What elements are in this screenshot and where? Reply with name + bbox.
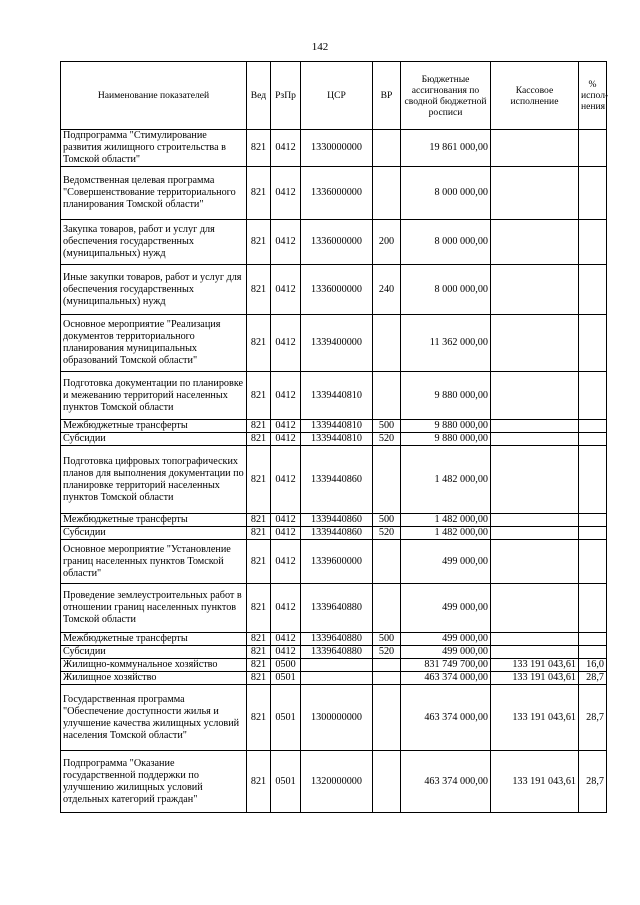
cell-budget: 1 482 000,00 [401, 446, 491, 514]
header-row [61, 62, 607, 130]
cell-csr: 1339600000 [301, 540, 373, 584]
cell-cash [491, 315, 579, 372]
cell-name: Закупка товаров, работ и услуг для обеспечения государственных (муниципальных) нужд [61, 220, 247, 265]
cell-vr: 500 [373, 420, 401, 433]
cell-csr: 1339440860 [301, 514, 373, 527]
cell-vr: 200 [373, 220, 401, 265]
col-header-name: Наименование показателей [61, 62, 247, 130]
cell-budget: 8 000 000,00 [401, 265, 491, 315]
cell-pct: 28,7 [579, 685, 607, 751]
cell-name: Субсидии [61, 527, 247, 540]
cell-name: Жилищно-коммунальное хозяйство [61, 659, 247, 672]
cell-cash: 133 191 043,61 [491, 685, 579, 751]
cell-pct: 28,7 [579, 672, 607, 685]
cell-budget: 19 861 000,00 [401, 130, 491, 167]
cell-name: Подготовка документации по планировке и межеванию территорий населенных пунктов Томской области [61, 372, 247, 420]
cell-csr: 1339640880 [301, 646, 373, 659]
cell-rzpr: 0500 [271, 659, 301, 672]
cell-vr [373, 659, 401, 672]
cell-ved: 821 [247, 265, 271, 315]
page-number: 142 [311, 41, 329, 53]
cell-cash [491, 584, 579, 633]
cell-vr: 500 [373, 514, 401, 527]
table-row [61, 751, 607, 813]
cell-pct [579, 633, 607, 646]
cell-cash [491, 220, 579, 265]
cell-csr: 1339400000 [301, 315, 373, 372]
cell-csr: 1300000000 [301, 685, 373, 751]
cell-cash [491, 265, 579, 315]
cell-csr: 1320000000 [301, 751, 373, 813]
cell-cash [491, 446, 579, 514]
cell-ved: 821 [247, 315, 271, 372]
cell-pct [579, 646, 607, 659]
cell-pct [579, 540, 607, 584]
table-row [61, 633, 607, 646]
cell-ved: 821 [247, 540, 271, 584]
cell-budget: 11 362 000,00 [401, 315, 491, 372]
cell-name: Иные закупки товаров, работ и услуг для обеспечения государственных (муниципальных) нужд [61, 265, 247, 315]
cell-rzpr: 0501 [271, 685, 301, 751]
table-row [61, 446, 607, 514]
cell-vr: 500 [373, 633, 401, 646]
cell-pct [579, 265, 607, 315]
cell-pct [579, 220, 607, 265]
col-header-ved: Вед [247, 62, 271, 130]
cell-ved: 821 [247, 584, 271, 633]
cell-name: Межбюджетные трансферты [61, 633, 247, 646]
cell-cash: 133 191 043,61 [491, 672, 579, 685]
cell-cash [491, 540, 579, 584]
table-row [61, 420, 607, 433]
cell-name: Подготовка цифровых топографических планов для выполнения документации по планировке территорий населенных пунктов Томской области [61, 446, 247, 514]
cell-pct [579, 420, 607, 433]
cell-cash [491, 420, 579, 433]
cell-rzpr: 0412 [271, 527, 301, 540]
cell-cash [491, 514, 579, 527]
cell-rzpr: 0412 [271, 167, 301, 220]
cell-name: Межбюджетные трансферты [61, 420, 247, 433]
cell-cash [491, 633, 579, 646]
cell-pct [579, 527, 607, 540]
cell-pct [579, 167, 607, 220]
cell-rzpr: 0412 [271, 433, 301, 446]
cell-pct [579, 372, 607, 420]
cell-ved: 821 [247, 420, 271, 433]
cell-cash [491, 130, 579, 167]
cell-budget: 463 374 000,00 [401, 685, 491, 751]
cell-ved: 821 [247, 433, 271, 446]
cell-ved: 821 [247, 646, 271, 659]
col-header-rzpr: РзПр [271, 62, 301, 130]
cell-rzpr: 0412 [271, 220, 301, 265]
cell-rzpr: 0412 [271, 646, 301, 659]
cell-name: Основное мероприятие "Реализация документов территориального планирования муниципальных образований Томской области" [61, 315, 247, 372]
table-row [61, 130, 607, 167]
cell-vr: 240 [373, 265, 401, 315]
cell-rzpr: 0412 [271, 584, 301, 633]
cell-budget: 831 749 700,00 [401, 659, 491, 672]
cell-budget: 9 880 000,00 [401, 433, 491, 446]
cell-budget: 8 000 000,00 [401, 220, 491, 265]
cell-csr: 1339640880 [301, 633, 373, 646]
table-row [61, 315, 607, 372]
cell-pct [579, 433, 607, 446]
cell-rzpr: 0412 [271, 130, 301, 167]
table-row [61, 372, 607, 420]
cell-vr [373, 446, 401, 514]
cell-budget: 1 482 000,00 [401, 527, 491, 540]
table-row [61, 220, 607, 265]
cell-ved: 821 [247, 446, 271, 514]
cell-vr [373, 130, 401, 167]
table-row [61, 685, 607, 751]
cell-pct: 16,0 [579, 659, 607, 672]
cell-rzpr: 0412 [271, 446, 301, 514]
cell-csr: 1339440810 [301, 372, 373, 420]
cell-csr: 1339440810 [301, 433, 373, 446]
cell-csr: 1336000000 [301, 265, 373, 315]
cell-pct [579, 514, 607, 527]
cell-csr: 1339640880 [301, 584, 373, 633]
cell-pct [579, 446, 607, 514]
cell-csr: 1339440810 [301, 420, 373, 433]
table-row [61, 672, 607, 685]
cell-ved: 821 [247, 751, 271, 813]
cell-budget: 1 482 000,00 [401, 514, 491, 527]
table-row [61, 433, 607, 446]
cell-csr: 1330000000 [301, 130, 373, 167]
cell-vr: 520 [373, 527, 401, 540]
cell-name: Государственная программа "Обеспечение доступности жилья и улучшение качества жилищных условий населения Томской области" [61, 685, 247, 751]
cell-vr [373, 672, 401, 685]
cell-vr [373, 540, 401, 584]
cell-vr: 520 [373, 646, 401, 659]
cell-pct [579, 315, 607, 372]
cell-pct: 28,7 [579, 751, 607, 813]
table-row [61, 527, 607, 540]
cell-ved: 821 [247, 685, 271, 751]
col-header-vr: ВР [373, 62, 401, 130]
cell-rzpr: 0412 [271, 514, 301, 527]
cell-rzpr: 0412 [271, 420, 301, 433]
cell-vr [373, 685, 401, 751]
cell-rzpr: 0501 [271, 751, 301, 813]
table-row [61, 584, 607, 633]
cell-name: Субсидии [61, 646, 247, 659]
cell-rzpr: 0412 [271, 265, 301, 315]
cell-vr: 520 [373, 433, 401, 446]
cell-csr: 1339440860 [301, 527, 373, 540]
cell-name: Проведение землеустроительных работ в отношении границ населенных пунктов Томской области [61, 584, 247, 633]
budget-table [60, 61, 607, 813]
cell-pct [579, 130, 607, 167]
cell-budget: 463 374 000,00 [401, 672, 491, 685]
cell-cash: 133 191 043,61 [491, 659, 579, 672]
cell-csr: 1339440860 [301, 446, 373, 514]
cell-cash [491, 527, 579, 540]
cell-budget: 8 000 000,00 [401, 167, 491, 220]
col-header-budget: Бюджетные ассигнования по сводной бюджетной росписи [401, 62, 491, 130]
cell-ved: 821 [247, 514, 271, 527]
table-row [61, 265, 607, 315]
cell-budget: 499 000,00 [401, 584, 491, 633]
cell-csr [301, 659, 373, 672]
cell-rzpr: 0412 [271, 540, 301, 584]
cell-ved: 821 [247, 659, 271, 672]
cell-budget: 499 000,00 [401, 540, 491, 584]
col-header-csr: ЦСР [301, 62, 373, 130]
cell-ved: 821 [247, 633, 271, 646]
cell-pct [579, 584, 607, 633]
cell-rzpr: 0412 [271, 315, 301, 372]
cell-ved: 821 [247, 672, 271, 685]
cell-name: Межбюджетные трансферты [61, 514, 247, 527]
cell-rzpr: 0412 [271, 372, 301, 420]
cell-name: Подпрограмма "Стимулирование развития жилищного строительства в Томской области" [61, 130, 247, 167]
cell-vr [373, 372, 401, 420]
cell-budget: 499 000,00 [401, 633, 491, 646]
cell-rzpr: 0412 [271, 633, 301, 646]
cell-vr [373, 751, 401, 813]
cell-name: Подпрограмма "Оказание государственной поддержки по улучшению жилищных условий отдельных категорий граждан" [61, 751, 247, 813]
cell-rzpr: 0501 [271, 672, 301, 685]
cell-csr [301, 672, 373, 685]
cell-budget: 9 880 000,00 [401, 420, 491, 433]
cell-vr [373, 584, 401, 633]
cell-name: Основное мероприятие "Установление границ населенных пунктов Томской области" [61, 540, 247, 584]
cell-ved: 821 [247, 372, 271, 420]
cell-cash [491, 646, 579, 659]
cell-budget: 9 880 000,00 [401, 372, 491, 420]
table-row [61, 646, 607, 659]
cell-budget: 463 374 000,00 [401, 751, 491, 813]
table-row [61, 167, 607, 220]
cell-vr [373, 315, 401, 372]
cell-cash [491, 433, 579, 446]
cell-ved: 821 [247, 527, 271, 540]
col-header-pct: % испол-нения [579, 62, 607, 130]
table-row [61, 540, 607, 584]
cell-cash: 133 191 043,61 [491, 751, 579, 813]
cell-ved: 821 [247, 220, 271, 265]
cell-csr: 1336000000 [301, 220, 373, 265]
cell-name: Жилищное хозяйство [61, 672, 247, 685]
cell-name: Субсидии [61, 433, 247, 446]
cell-ved: 821 [247, 130, 271, 167]
cell-cash [491, 167, 579, 220]
cell-name: Ведомственная целевая программа "Совершенствование территориального планирования Томской области" [61, 167, 247, 220]
cell-cash [491, 372, 579, 420]
cell-budget: 499 000,00 [401, 646, 491, 659]
cell-csr: 1336000000 [301, 167, 373, 220]
cell-vr [373, 167, 401, 220]
col-header-cash: Кассовое исполнение [491, 62, 579, 130]
table-row [61, 659, 607, 672]
table-row [61, 514, 607, 527]
cell-ved: 821 [247, 167, 271, 220]
